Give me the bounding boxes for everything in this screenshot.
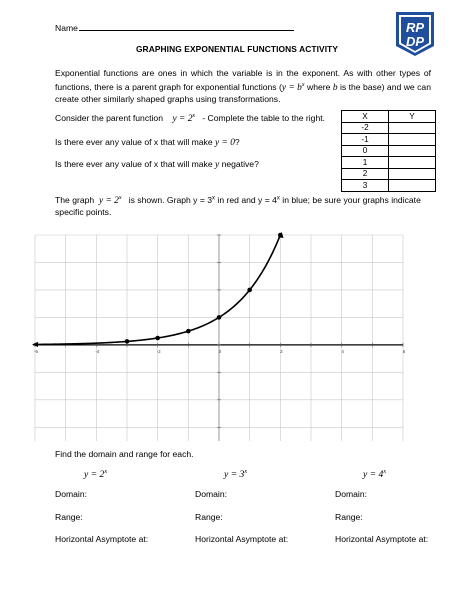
question-parent-function: Consider the parent function $y = 2^x$ - Complete the table to the right. [55, 113, 326, 125]
y-cell[interactable] [389, 134, 436, 146]
col2-range-label: Range: [195, 512, 223, 522]
x-tick-label: -2 [156, 348, 161, 354]
data-point [186, 329, 191, 334]
x-tick-label: -6 [33, 348, 39, 354]
col1-range-label: Range: [55, 512, 83, 522]
col1-equation: $y = 2^x$ [84, 469, 107, 481]
y-cell[interactable] [389, 168, 436, 180]
name-label: Name [55, 23, 78, 33]
table-header-y: Y [389, 111, 436, 123]
logo-bottom-text: DP [405, 34, 425, 49]
y-cell[interactable] [389, 145, 436, 157]
y-cell[interactable] [389, 180, 436, 192]
domain-range-heading: Find the domain and range for each. [55, 449, 194, 459]
exponential-graph[interactable] [27, 231, 407, 445]
table-header-row [342, 111, 436, 123]
y-cell[interactable] [389, 122, 436, 134]
x-tick-label: -4 [95, 348, 100, 354]
col3-equation: $y = 4^x$ [363, 469, 386, 481]
question-y-negative: Is there ever any value of x that will make y negative? [55, 159, 259, 170]
col3-domain-label: Domain: [335, 489, 367, 499]
table-row: 3 [342, 180, 436, 192]
data-point [247, 288, 252, 293]
data-point [155, 336, 160, 341]
graph-axes [33, 235, 403, 441]
data-point [217, 315, 222, 320]
col3-asymptote-label: Horizontal Asymptote at: [335, 534, 429, 544]
col1-asymptote-label: Horizontal Asymptote at: [55, 534, 149, 544]
col2-domain-label: Domain: [195, 489, 227, 499]
graph-instructions: The graph $y = 2^x$ is shown. Graph $y = 3^x$ in red and $y = 4^x$ in blue; be sure your graphs indicate specific points. [55, 195, 421, 218]
table-row: 0 [342, 145, 436, 157]
col1-domain-label: Domain: [55, 489, 87, 499]
x-tick-label: 0 [218, 348, 222, 354]
col3-range-label: Range: [335, 512, 363, 522]
intro-paragraph: Exponential functions are ones in which the variable is in the exponent. As with other types of functions, there is a parent graph for exponential functions ($y = b^x$ where b is the base) and we can create other similarly shaped graphs using transformations. [55, 68, 431, 105]
table-row: 2 [342, 168, 436, 180]
name-underline [79, 22, 294, 31]
table-row: -2 [342, 122, 436, 134]
name-field[interactable] [55, 22, 294, 33]
table-header-x: X [342, 111, 389, 123]
x-tick-label: 4 [341, 348, 344, 354]
x-tick-label: 6 [402, 348, 406, 354]
table-row: 1 [342, 157, 436, 169]
table-row: -1 [342, 134, 436, 146]
xy-table [341, 110, 436, 192]
col2-asymptote-label: Horizontal Asymptote at: [195, 534, 289, 544]
graph-points [125, 233, 283, 344]
data-point [278, 233, 283, 238]
logo-top-text: RP [405, 20, 425, 35]
col2-equation: $y = 3^x$ [224, 469, 247, 481]
page-title: GRAPHING EXPONENTIAL FUNCTIONS ACTIVITY [135, 44, 339, 54]
y-cell[interactable] [389, 157, 436, 169]
x-tick-label: 2 [280, 348, 283, 354]
question-y-zero: Is there ever any value of x that will make y = 0? [55, 137, 240, 148]
data-point [125, 339, 130, 344]
